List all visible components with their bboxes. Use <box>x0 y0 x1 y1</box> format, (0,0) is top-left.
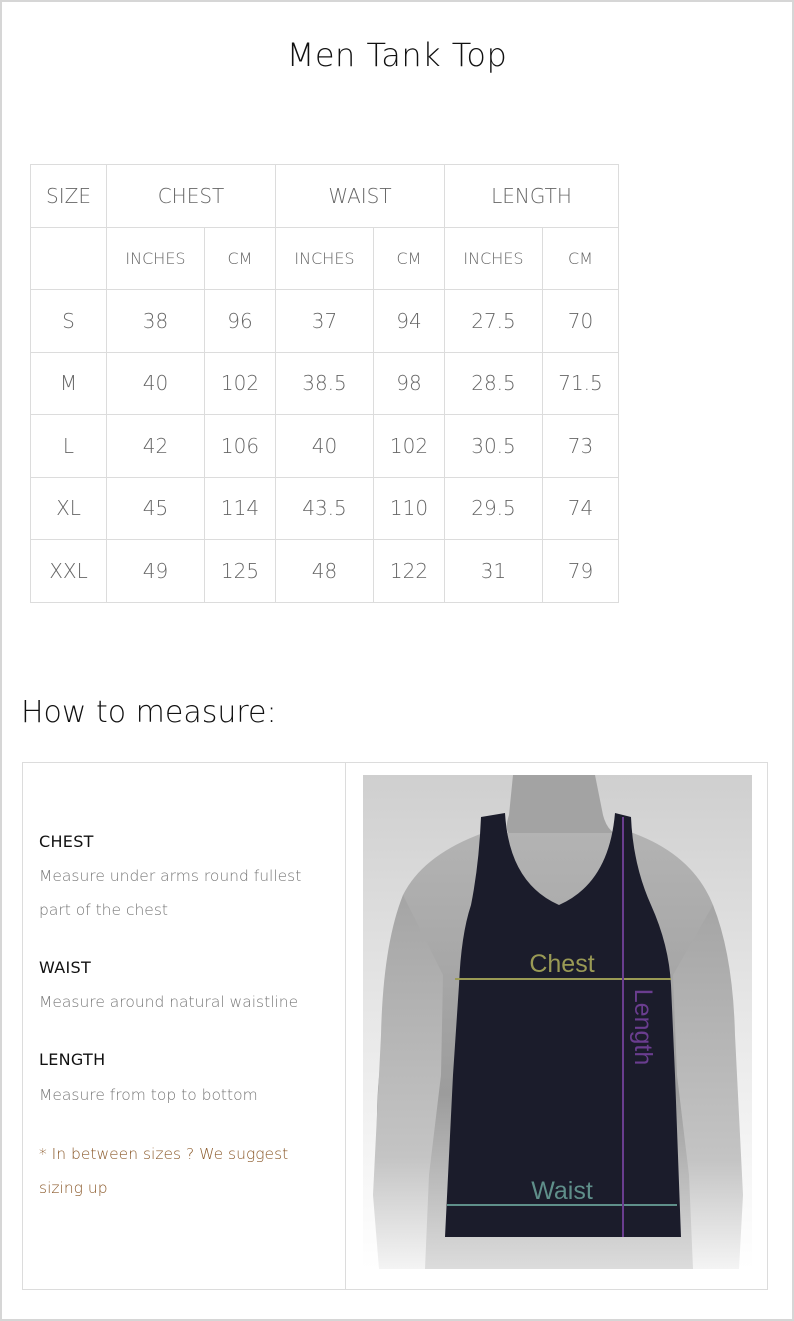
size-cell: XL <box>31 477 107 540</box>
table-row <box>31 415 619 478</box>
value-cell: 48 <box>276 540 374 603</box>
value-cell: 40 <box>107 352 205 415</box>
chest-description: Measure under arms round fullest part of the chest <box>39 867 302 919</box>
value-cell: 42 <box>107 415 205 478</box>
value-cell: 122 <box>374 540 445 603</box>
length-label: Length <box>629 988 657 1066</box>
unit-cell: INCHES <box>445 227 543 290</box>
unit-cell: INCHES <box>107 227 205 290</box>
value-cell: 37 <box>276 290 374 353</box>
value-cell: 31 <box>445 540 543 603</box>
length-title: LENGTH <box>39 1050 106 1069</box>
table-row <box>31 477 619 540</box>
value-cell: 29.5 <box>445 477 543 540</box>
value-cell: 43.5 <box>276 477 374 540</box>
table-row <box>31 352 619 415</box>
table-row <box>31 290 619 353</box>
size-cell: XXL <box>31 540 107 603</box>
waist-label: Waist <box>531 1177 593 1205</box>
value-cell: 28.5 <box>445 352 543 415</box>
table-units-row <box>31 227 619 290</box>
chest-title: CHEST <box>39 832 94 851</box>
value-cell: 79 <box>543 540 619 603</box>
waist-description: Measure around natural waistline <box>39 993 299 1011</box>
how-to-measure-heading: How to measure: <box>21 695 277 730</box>
value-cell: 38 <box>107 290 205 353</box>
value-cell: 94 <box>374 290 445 353</box>
unit-cell: CM <box>374 227 445 290</box>
size-chart-table <box>30 164 619 603</box>
size-header: SIZE <box>31 165 107 228</box>
measure-divider <box>345 762 346 1290</box>
value-cell: 70 <box>543 290 619 353</box>
value-cell: 110 <box>374 477 445 540</box>
length-description: Measure from top to bottom <box>39 1086 258 1104</box>
value-cell: 49 <box>107 540 205 603</box>
chest-header: CHEST <box>107 165 276 228</box>
value-cell: 27.5 <box>445 290 543 353</box>
waist-header: WAIST <box>276 165 445 228</box>
unit-cell: CM <box>543 227 619 290</box>
value-cell: 40 <box>276 415 374 478</box>
empty-cell <box>31 227 107 290</box>
value-cell: 106 <box>205 415 276 478</box>
value-cell: 102 <box>205 352 276 415</box>
value-cell: 114 <box>205 477 276 540</box>
table-header-row <box>31 165 619 228</box>
value-cell: 38.5 <box>276 352 374 415</box>
value-cell: 45 <box>107 477 205 540</box>
value-cell: 30.5 <box>445 415 543 478</box>
size-cell: M <box>31 352 107 415</box>
chest-label: Chest <box>529 950 595 978</box>
size-cell: S <box>31 290 107 353</box>
size-cell: L <box>31 415 107 478</box>
value-cell: 125 <box>205 540 276 603</box>
value-cell: 73 <box>543 415 619 478</box>
page-title: Men Tank Top <box>286 36 508 74</box>
length-header: LENGTH <box>445 165 619 228</box>
value-cell: 71.5 <box>543 352 619 415</box>
value-cell: 98 <box>374 352 445 415</box>
value-cell: 74 <box>543 477 619 540</box>
waist-title: WAIST <box>39 958 92 977</box>
table-row <box>31 540 619 603</box>
unit-cell: INCHES <box>276 227 374 290</box>
value-cell: 102 <box>374 415 445 478</box>
sizing-note: * In between sizes ? We suggest sizing up <box>39 1145 289 1197</box>
value-cell: 96 <box>205 290 276 353</box>
unit-cell: CM <box>205 227 276 290</box>
tank-top-measure-figure <box>363 775 752 1269</box>
